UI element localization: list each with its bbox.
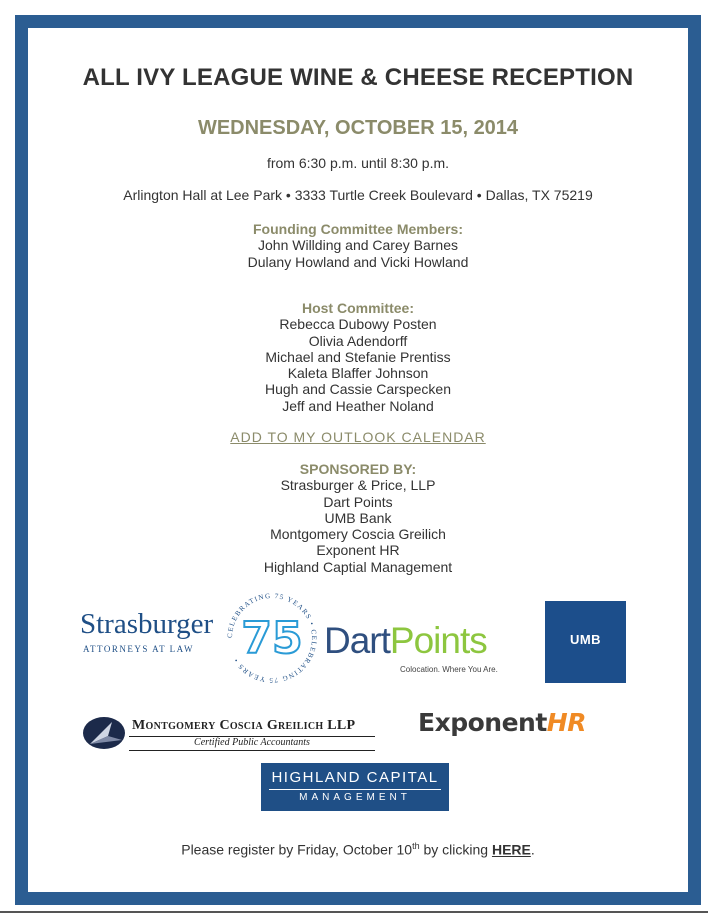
- mcg-emblem-icon: [82, 716, 128, 750]
- exponent-text: Exponent: [418, 708, 547, 737]
- register-prefix: Please register by Friday, October 10: [181, 841, 413, 858]
- strasburger-ring-text: CELEBRATING 75 YEARS • CELEBRATING 75 YEARS •: [225, 591, 319, 685]
- dartpoints-dart-text: Dart: [324, 620, 390, 661]
- host-member: Jeff and Heather Noland: [282, 397, 434, 414]
- exponent-hr-text: HR: [546, 708, 586, 737]
- strasburger-75-number: 75: [241, 613, 303, 664]
- page-bottom-rule: [0, 911, 708, 913]
- invitation-frame: [15, 15, 701, 905]
- mcg-name: Montgomery Coscia Greilich LLP: [132, 718, 356, 733]
- event-venue: Arlington Hall at Lee Park • 3333 Turtle Creek Boulevard • Dallas, TX 75219: [123, 187, 593, 203]
- host-member: Kaleta Blaffer Johnson: [287, 365, 429, 382]
- event-time: from 6:30 p.m. until 8:30 p.m.: [266, 155, 450, 171]
- sponsor-name: Highland Captial Management: [263, 558, 453, 575]
- sponsor-name: Exponent HR: [316, 542, 400, 559]
- exponent-hr-logo: [418, 708, 618, 744]
- dartpoints-points-text: Points: [389, 620, 487, 661]
- founding-committee: [28, 221, 688, 270]
- register-sup: th: [412, 841, 420, 851]
- highland-rule: [269, 789, 441, 790]
- umb-logo: [545, 601, 626, 683]
- founding-committee-heading: Founding Committee Members:: [252, 221, 463, 237]
- dartpoints-logo: [324, 620, 524, 680]
- founding-member: John Willding and Carey Barnes: [258, 237, 458, 254]
- add-to-outlook-calendar-link[interactable]: ADD TO MY OUTLOOK CALENDAR: [230, 429, 486, 445]
- register-here-link[interactable]: HERE: [491, 841, 531, 858]
- host-member: Olivia Adendorff: [308, 332, 408, 349]
- highland-capital-logo: [261, 763, 449, 811]
- highland-line1: HIGHLAND CAPITAL: [271, 769, 439, 786]
- dartpoints-tagline: Colocation. Where You Are.: [400, 665, 498, 674]
- sponsor-name: UMB Bank: [324, 509, 392, 526]
- mcg-subtitle: Certified Public Accountants: [194, 737, 310, 748]
- founding-member: Dulany Howland and Vicki Howland: [247, 253, 469, 270]
- event-title: ALL IVY LEAGUE WINE & CHEESE RECEPTION: [82, 64, 634, 91]
- highland-line2: MANAGEMENT: [299, 792, 411, 803]
- umb-logo-text: UMB: [569, 632, 602, 647]
- sponsor-name: Montgomery Coscia Greilich: [270, 526, 446, 543]
- sponsors-heading: SPONSORED BY:: [299, 461, 417, 477]
- register-middle: by clicking: [419, 841, 492, 858]
- sponsors-list: [28, 461, 688, 575]
- host-committee-heading: Host Committee:: [301, 300, 414, 316]
- host-member: Rebecca Dubowy Posten: [279, 316, 437, 333]
- mcg-rule-bottom: [129, 750, 375, 751]
- register-suffix: .: [530, 841, 535, 858]
- strasburger-75-emblem: [224, 588, 320, 688]
- sponsor-name: Strasburger & Price, LLP: [280, 477, 436, 494]
- host-member: Michael and Stefanie Prentiss: [265, 348, 451, 365]
- sponsor-name: Dart Points: [323, 493, 393, 510]
- mcg-logo: [82, 716, 382, 756]
- host-member: Hugh and Cassie Carspecken: [265, 381, 451, 398]
- strasburger-logo: [80, 588, 320, 698]
- register-note: [28, 841, 688, 858]
- strasburger-name: Strasburger: [80, 608, 214, 640]
- host-committee: [28, 300, 688, 414]
- strasburger-subtitle: ATTORNEYS AT LAW: [83, 644, 194, 654]
- event-date: WEDNESDAY, OCTOBER 15, 2014: [197, 117, 519, 139]
